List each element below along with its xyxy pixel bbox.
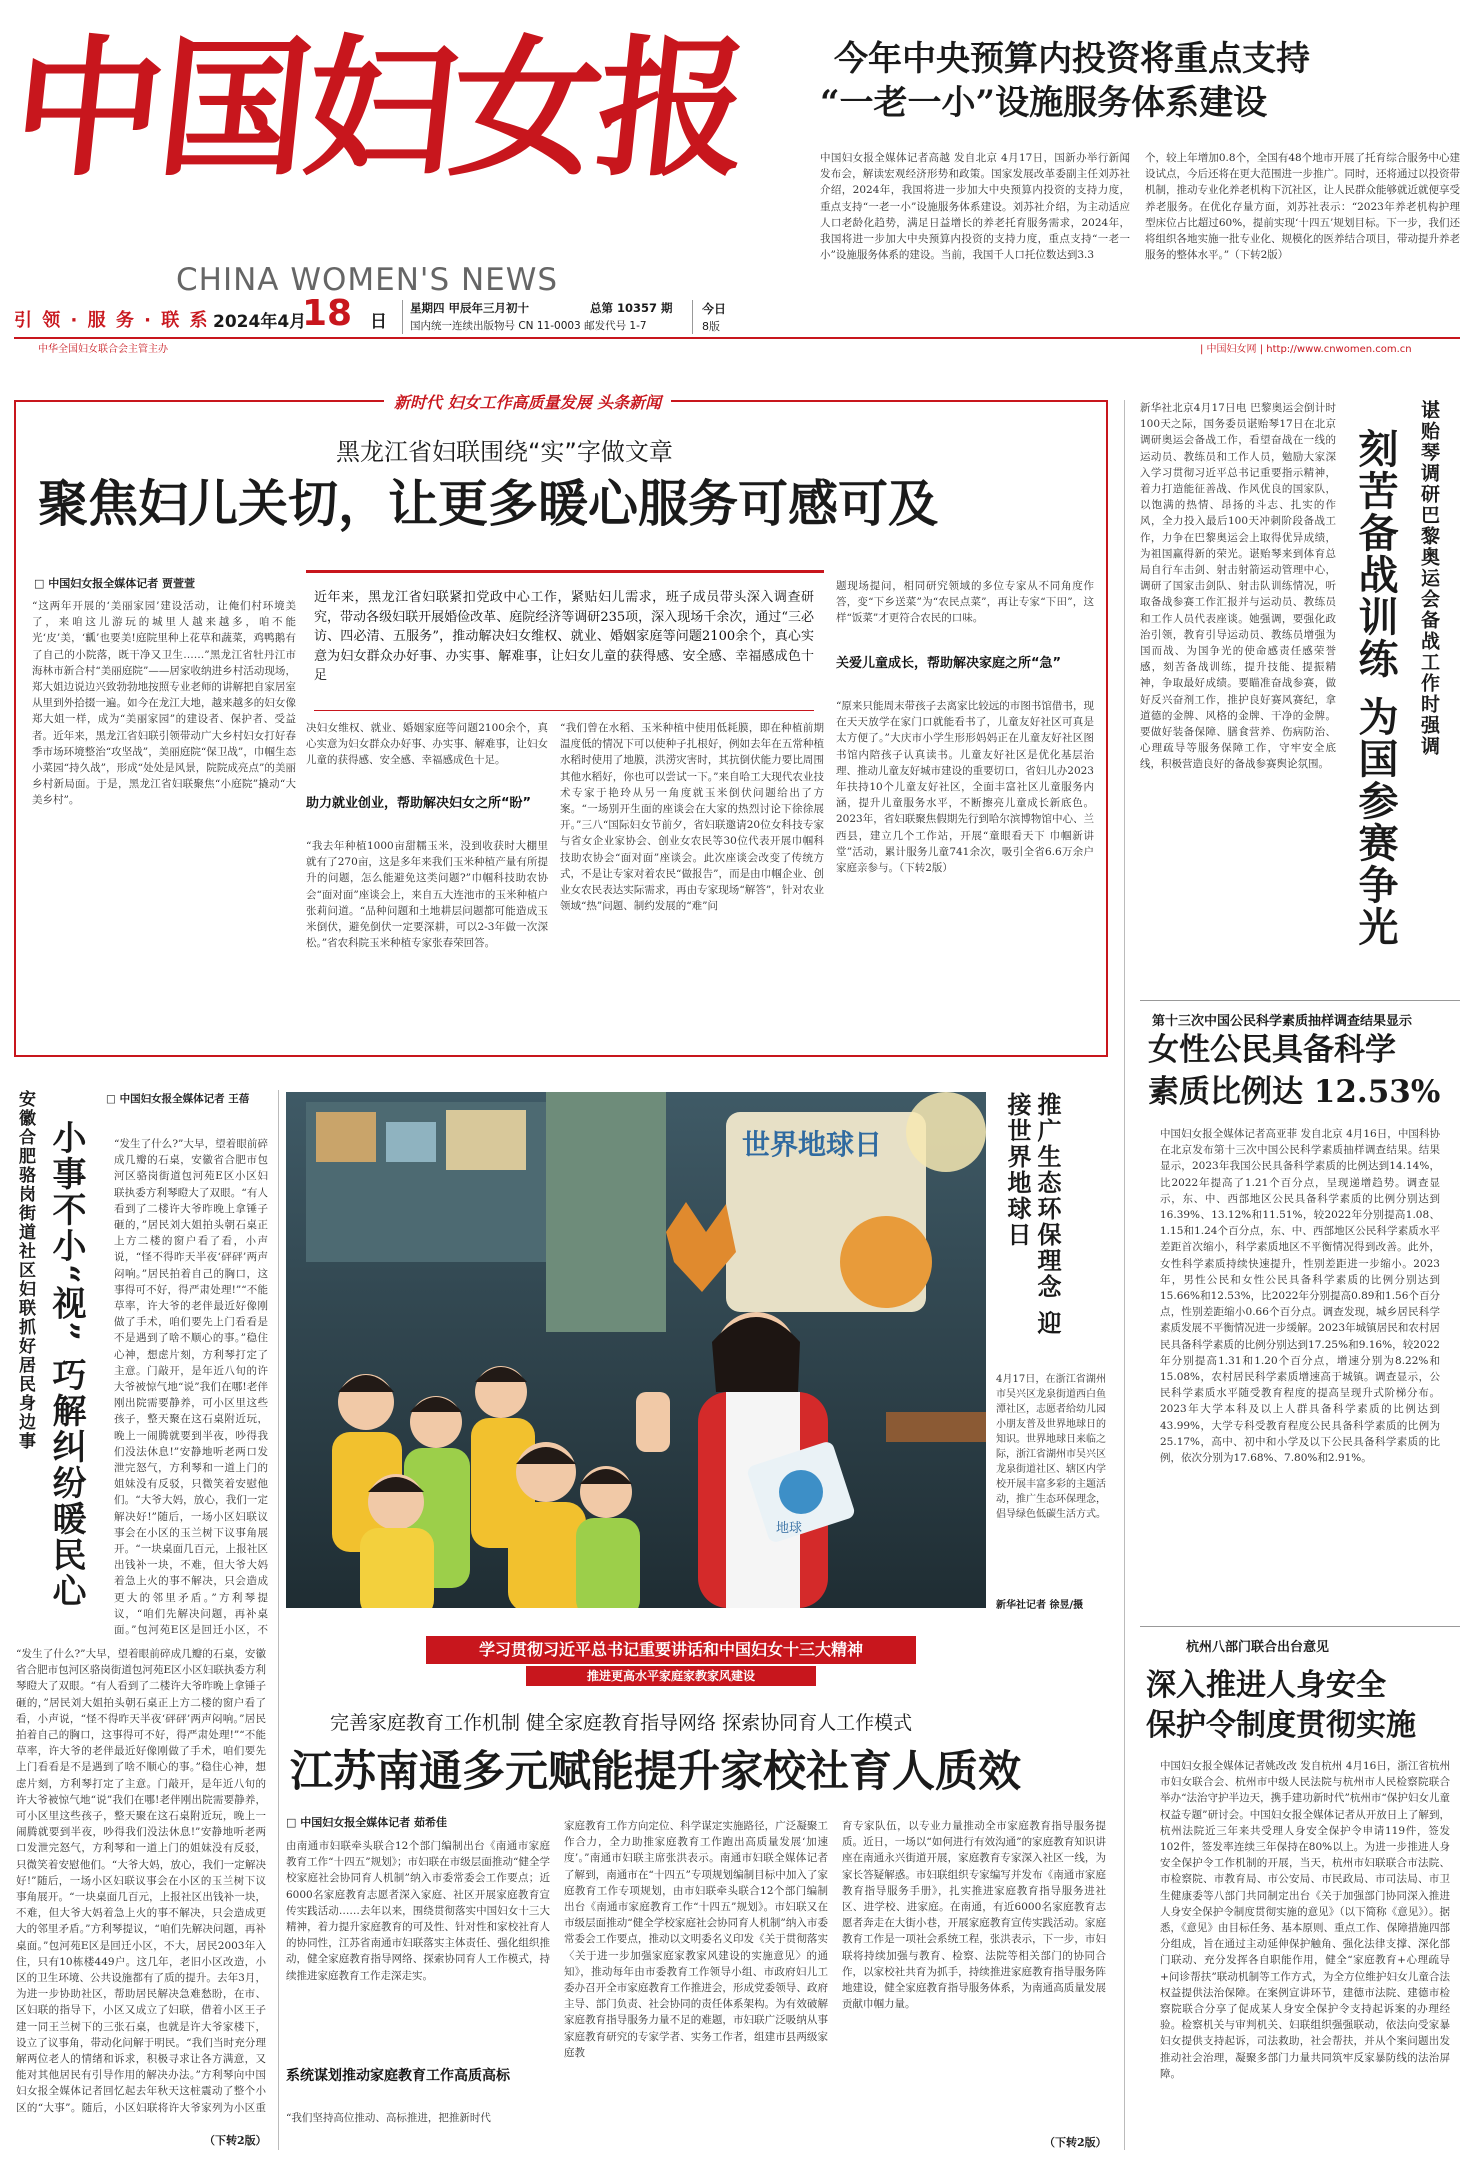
- nantong-title: 江苏南通多元赋能提升家校社育人质效: [290, 1747, 1021, 1797]
- issue-number: 总第 10357 期: [590, 301, 673, 315]
- hefei-byline: □ 中国妇女报全媒体记者 王蓓: [106, 1093, 250, 1105]
- hefei-text-bottom: “发生了什么?”大早，望着眼前碎成几瓣的石桌，安徽省合肥市包河区骆岗街道包河苑E区小区妇联执委方利琴瞪大了双眼。“有人看到了二楼许大爷昨晚上拿锤子砸的，”居民刘大姐拍头朝石桌正上方二楼的窗户看了看，小声说，“怪不得昨天半夜‘砰砰’两声闷响。”居民拍着自己的胸口，这事得可不好，得严肃处理!”“不能草率，许大爷的老伴最近好像刚做了手术，咱们要先上门看看是不是遇到了啥不顺心的事。”稳住心神，想虑片刻，方利琴打定了主意。门敲开，是年近八旬的许大爷被惊气地“说”我们在哪!老伴刚出院需要静养，可小区里这些孩子，整天聚在这石桌附近玩，晚上一闹腾就要到半夜，吵得我们没法休息!”安静地听老两口发泄完怒气，方利琴和一道上门的姐妹没有反驳，只微笑着安慰他们。“大爷大妈，放心，我们一定解决好!”随后，一场小区妇联议事会在小区的玉兰树下议事角展开。“一块桌面几百元，上报社区出钱补一块，不难，但大爷大妈着急上火的事不解决，只会造成更大的邻里矛盾。”方利琴提议，“咱们先解决问题，再补桌面。”包河苑E区是回迁小区，不大，居民2003年入住，只有10栋楼449户。这几年，老旧小区改造，小区的卫生环境、公共设施都有了质的提升。去年3月，为进一步协助社区，帮助居民解决急难愁盼，在市、区妇联的指导下，小区又成立了妇联，借着小区王子建一同王兰树下的三张石桌，也就是许大爷家楼下，设立了议事角，带动化问解于明民。“我们当时充分理解两位老人的情绪和诉求，积极寻求让各方满意，又能对其他居民有引导作用的解决办法。”方利琴向中国妇女报全媒体记者回忆起去年秋天这桩震动了整个小区的“大事”。随后，小区妇联将许大爷家列为小区重: [16, 1648, 266, 2114]
- website[interactable]: | 中国妇女网 | http://www.cnwomen.com.cn: [1200, 344, 1412, 355]
- photo-illustration: [286, 1092, 986, 1608]
- photo-credit: 新华社记者 徐昱/摄: [996, 1600, 1084, 1611]
- science-title-line1: 女性公民具备科学: [1148, 1032, 1396, 1068]
- lead-text-col2: 个，较上年增加0.8个，全国有48个地市开展了托育综合服务中心建设试点，今后还将在更大范围进一步推广。同时，还将通过以投资带机制，推动专业化养老机构下沉社区，让人民群众能够就近就便享受养老服务。在优化存量方面，刘苏社表示：“2023年养老机构护理型床位占比超过60%，提前实现‘十四五’规划目标。下一步，我们还将组织各地实施一批专业化、规模化的医养结合项目，带动提升养老服务的整体水平。”（下转2版）: [1145, 152, 1460, 262]
- hefei-kicker: 安徽合肥骆岗街道社区妇联抓好居民身边事: [15, 1090, 35, 1451]
- newspaper-logo: 中国妇女报: [4, 21, 754, 197]
- feature-subhead-employment: 助力就业创业，帮助解决妇女之所“盼”: [306, 796, 532, 811]
- photo-caption-text: 4月17日，在浙江省湖州市吴兴区龙泉街道西白鱼潭社区，志愿者给幼儿园小朋友普及世界地球日的知识。世界地球日来临之际，浙江省湖州市吴兴区龙泉街道社区、辖区内学校开展丰富多彩的主题活动，推广生态环保理念，倡导绿色低碳生活方式。: [996, 1374, 1106, 1520]
- hangzhou-title-line2: 保护令制度贯彻实施: [1146, 1708, 1416, 1743]
- olympics-title: 刻苦备战训练 为国参赛争光: [1352, 428, 1399, 948]
- earth-day-photo: [286, 1092, 986, 1608]
- science-story: [1140, 1010, 1460, 1610]
- book-text: 地球: [776, 1521, 803, 1536]
- hefei-text-top: “发生了什么?”大早，望着眼前碎成几瓣的石桌，安徽省合肥市包河区骆岗街道包河苑E区小区妇联执委方利琴瞪大了双眼。“有人看到了二楼许大爷昨晚上拿锤子砸的，”居民刘大姐拍头朝石桌正上方二楼的窗户看了看，小声说，“怪不得昨天半夜‘砰砰’两声闷响。”居民拍着自己的胸口，这事得可不好，得严肃处理!”“不能草率，许大爷的老伴最近好像刚做了手术，咱们要先上门看看是不是遇到了啥不顺心的事。”稳住心神，想虑片刻，方利琴打定了主意。门敲开，是年近八旬的许大爷被惊气地“说”我们在哪!老伴刚出院需要静养，可小区里这些孩子，整天聚在这石桌附近玩，晚上一闹腾就要到半夜，吵得我们没法休息!”安静地听老两口发泄完怒气，方利琴和一道上门的姐妹没有反驳，只微笑着安慰他们。“大爷大妈，放心，我们一定解决好!”随后，一场小区妇联议事会在小区的玉兰树下议事角展开。“一块桌面几百元，上报社区出钱补一块，不难，但大爷大妈着急上火的事不解决，只会造成更大的邻里矛盾。”方利琴提议，“咱们先解决问题，再补桌面。”包河苑E区是回迁小区，不: [114, 1138, 268, 1636]
- english-name: CHINA WOMEN'S NEWS: [176, 262, 559, 298]
- olympics-story: [1140, 400, 1460, 1000]
- nantong-banner-line2: 推进更高水平家庭家教家风建设: [526, 1666, 816, 1686]
- feature-col2a: 决妇女维权、就业、婚姻家庭等问题2100余个，真心实意为妇女群众办好事、办实事、解难事，让妇女儿童的获得感、安全感、幸福感成色十足。: [306, 722, 548, 767]
- hefei-continued: （下转2版）: [204, 2134, 267, 2147]
- nantong-col2: 家庭教育工作方向定位、科学谋定实施路径，广泛凝聚工作合力，全力助推家庭教育工作跑出高质量发展‘加速度’。”南通市妇联主席张洪表示。南通市妇联全媒体记者了解到，南通市在“十四五”专项规划编制目标中加入了家庭教育工作专项规划，由市妇联牵头联合12个部门编制出台《南通市家庭教育工作“十四五”规划》。市妇联又在市级层面推动“健全学校家庭社会协同育人机制”纳入市委常委会工作要点，推动以文明委名义印发《关于贯彻落实〈关于进一步加强家庭家教家风建设的实施意见〉的通知》，推动每年由市委教育工作领导小组、市政府妇儿工委办召开全市家庭教育工作推进会，形成党委领导、政府主导、部门负责、社会协同的责任体系架构。为有效破解家庭教育指导服务力量不足的难题，市妇联广泛吸纳从事家庭教育研究的专家学者、实务工作者，组建市县两级家庭教: [564, 1820, 828, 2059]
- sponsor: 中华全国妇女联合会主管主办: [38, 344, 168, 355]
- date-day: 18: [302, 293, 353, 334]
- feature-col4a: 题现场提问，相同研究领域的多位专家从不同角度作答，变“下乡送菜”为“农民点菜”，再让专家“下田”，这样“饭菜”才更符合农民的口味。: [836, 580, 1094, 625]
- nantong-byline: □ 中国妇女报全媒体记者 茹希佳: [286, 1816, 448, 1829]
- feature-col4b: “原来只能周末带孩子去离家比较远的市图书馆借书，现在天天放学在家门口就能看书了，儿童友好社区可真是太方便了。”大庆市小学生形形妈妈正在儿童友好社区图书馆内陪孩子认真读书。儿童友好社区是优化基层治理、推动儿童友好城市建设的重要切口，省妇儿办2023年扶持10个儿童友好社区，全面丰富社区儿童服务内涵，提升儿童服务水平，不断擦亮儿童成长新底色。2023年，省妇联聚焦假期先行到哈尔滨博物馆中心、兰西县，建立几个工作站，开展“童眼看天下 巾帼新讲堂”活动，累计服务儿童741余次，吸引全省6.6万余户家庭亲参与。（下转2版）: [836, 700, 1094, 875]
- date-year-month: 2024年4月: [213, 312, 307, 332]
- feature-intro: 近年来，黑龙江省妇联紧扣党政中心工作，紧贴妇儿需求，班子成员带头深入调查研究，带动各级妇联开展婚俭改革、庭院经济等调研235项，深入现场千余次，通过“三必访、四必清、五服务”，推动解决妇女维权、就业、婚姻家庭等问题2100余个，真心实意为妇女群众办好事、办实事、解难事，让妇女儿童的获得感、安全感、幸福感成色十足: [314, 590, 814, 684]
- nantong-kicker: 完善家庭教育工作机制 健全家庭教育指导网络 探索协同育人工作模式: [330, 1712, 913, 1734]
- feature-col2b: “我去年种植1000亩甜糯玉米，没到收获时大棚里就有了270亩，这是多年来我们玉米种植产量有所提升的问题，怎么能避免这类问题?”巾帼科技助农协会“面对面”座谈会上，来自五大连池市的玉米种植户张莉问道。“品种问题和土地耕层问题都可能造成玉米倒伏，避免倒伏一定要深耕，可以2-3年做一次深松。”省农科院玉米种植专家张春荣回答。: [306, 840, 548, 950]
- olympics-kicker: 谌贻琴调研巴黎奥运会备战工作时强调: [1418, 400, 1440, 757]
- nantong-col1b: “我们坚持高位推动、高标推进，把推新时代: [286, 2112, 491, 2124]
- feature-banner: 新时代 妇女工作高质量发展 头条新闻: [384, 390, 671, 413]
- feature-col3: “我们曾在水稻、玉米种植中使用低耗膜，即在种植前期温度低的情况下可以使种子扎根好，例如去年在五常种植水稻时使用了地膜，洪涝灾害时，其抗倒伏能力要比周围其他水稻好，你也可以尝试一下。”来自哈工大现代农业技术专家于艳玲从另一角度就玉米倒伏问题给出了方案。“一场别开生面的座谈会在大家的热烈讨论下徐徐展开。”三八“国际妇女节前夕，省妇联邀请20位女科技专家与省女企业家协会、创业女农民等30位代表开展巾帼科技助农协会“面对面”座谈会。此次座谈会改变了传统方式，不是让专家对着农民“做报告”，而是由巾帼企业、创业女农民表达实际需求，再由专家现场“解答”，针对农业领域“热”问题、制约发展的“难”问: [560, 722, 824, 913]
- today-label: 今日: [702, 302, 727, 316]
- nantong-banner: [426, 1636, 916, 1688]
- weekday-lunar: 星期四 甲辰年三月初十: [410, 301, 530, 315]
- feature-kicker: 黑龙江省妇联围绕“实”字做文章: [336, 438, 673, 466]
- lead-title-line1: 今年中央预算内投资将重点支持: [834, 39, 1310, 79]
- nantong-subhead: 系统谋划推动家庭教育工作高质高标: [286, 2068, 510, 2084]
- lead-text-col1: 中国妇女报全媒体记者高越 发自北京 4月17日，国新办举行新闻发布会，解读宏观经济形势和政策。国家发展改革委副主任刘苏社介绍，2024年，我国将进一步加大中央预算内投资的支持力度，重点支持“一老一小”设施服务体系建设。刘苏社介绍，为主动适应人口老龄化趋势，满足日益增长的养老托育服务需求，2024年，我国将进一步加大中央预算内投资的支持力度，重点支持“一老一小”设施服务体系的建设。当前，我国千人口托位数达到3.3: [820, 152, 1130, 262]
- hangzhou-title-line1: 深入推进人身安全: [1146, 1668, 1386, 1703]
- feature-box: [14, 393, 1108, 1057]
- science-text: 中国妇女报全媒体记者高亚菲 发自北京 4月16日，中国科协在北京发布第十三次中国公民科学素质抽样调查结果。结果显示，2023年我国公民具备科学素质的比例达到14.14%，比2022年提高了1.21个百分点，呈现递增趋势。调查显示，东、中、西部地区公民具备科学素质的比例分别达到16.39%、13.12%和11.51%，较2022年分别提高1.08、1.15和1.24个百分点，东、中、西部地区公民科学素质水平差距首次缩小，科学素质地区不平衡情况得到改善。此外，女性科学素质持续快速提升，性别差距进一步缩小。2023年，男性公民和女性公民具备科学素质的比例分别达到15.66%和12.53%，比2022年分别提高0.89和1.56个百分点，性别差距缩小0.66个百分点。调查发现，城乡居民科学素质发展不平衡情况进一步缓解。2023年城镇居民和农村居民具备科学素质的比例分别达到17.25%和9.16%，较2022年分别提高1.31和1.20个百分点，增速分别为8.22%和15.08%，农村居民科学素质增速高于城镇。调查显示，公民科学素质水平随受教育程度的提高呈现升式阶梯分布。2023年大学本科及以上人群具备科学素质的比例达到43.99%，大学专科受教育程度公民具备科学素质的比例为25.17%，高中、初中和小学及以下公民具备科学素质的比例，依次分别为17.68%、7.80%和2.91%。: [1160, 1128, 1440, 1465]
- date-suffix: 日: [370, 312, 387, 332]
- science-title-line2: 素质比例达 12.53%: [1148, 1074, 1441, 1110]
- hangzhou-kicker: 杭州八部门联合出台意见: [1186, 1640, 1330, 1655]
- nantong-col1: 由南通市妇联牵头联合12个部门编制出台《南通市家庭教育工作“十四五”规划》；市妇联在市级层面推动“健全学校家庭社会协同育人机制”纳入市委常委会工作要点；近6000名家庭教育志愿者深入家庭、社区开展家庭教育宣传实践活动……去年以来，围绕贯彻落实中国妇女十三大精神，着力提升家庭教育的可及性、针对性和家校社育人的协同性，江苏省南通市妇联落实主体责任、强化组织推动，健全家庭教育指导网络、探索协同育人工作模式，持续推进家庭教育工作走深走实。: [286, 1840, 550, 1982]
- sign-text: 世界地球日: [742, 1128, 883, 1161]
- hefei-story: [14, 1090, 274, 2150]
- nantong-continued: （下转2版）: [1044, 2136, 1107, 2149]
- feature-col1: “这两年开展的‘美丽家园’建设活动，让俺们村环境美了，来咱这儿游玩的城里人越来越多，咱不能光‘皮’美，‘瓤’也要美!庭院里种上花草和蔬菜，鸡鸭鹅有了自己的小院落，既干净又卫生……”黑龙江省牡丹江市海林市新合村“美丽庭院”——居家收纳进乡村活动现场，郑大姐边说边兴致勃勃地按照专业老师的讲解把自家居室从里到外拾掇一遍。如今在龙江大地，越来越多的妇女像郑大姐一样，成为“美丽家园”的建设者、保护者、受益者。近年来，黑龙江省妇联引领带动广大乡村妇女打好春季市场环境整治“攻坚战”，美丽庭院“保卫战”，巾帼生态小菜园“持久战”，形成“处处是风景，院院成亮点”的美丽乡村新局面。于是，黑龙江省妇联聚焦“小庭院”撬动“大美乡村”。: [32, 600, 296, 807]
- page-count: 8版: [702, 320, 720, 333]
- lead-title-line2: “一老一小”设施服务体系建设: [820, 83, 1268, 123]
- hangzhou-text: 中国妇女报全媒体记者姚改改 发自杭州 4月16日，浙江省杭州市妇女联合会、杭州市中级人民法院与杭州市人民检察院联合举办“法治守护半边天，携手建功新时代”杭州市“保护妇女儿童权益专题”研讨会。中国妇女报全媒体记者从开放日上了解到，杭州法院近三年来共受理人身安全保护令申请119件，签发102件，签发率连续三年保持在80%以上。为进一步推进人身安全保护令工作机制的开展，当天，杭州市妇联联合市法院、市检察院、市教育局、市公安局、市民政局、市司法局、市卫生健康委等八部门共同制定出台《关于加强部门协同深入推进人身安全保护令制度贯彻实施的意见》（以下简称《意见》）。据悉，《意见》由目标任务、基本原则、重点工作、保障措施四部分组成，旨在通过主动延伸保护触角、强化法律支撑、深化部门联动、充分发挥各自职能作用，健全“家庭教育+心理疏导+问诊帮扶”联动机制等工作方式，为全方位维护妇女儿童合法权益提供法治保障。在案例宣讲环节，建德市法院、建德市检察院联合分享了促成某人身安全保护令支持起诉案的办理经验。检察机关与审判机关、妇联组织强强联动，依法向受家暴妇女提供支持起诉，司法救助，社会帮扶，并从个案问题出发推动社会治理，凝聚多部门力量共同筑牢反家暴防线的法治屏障。: [1160, 1760, 1450, 2080]
- feature-subhead-children: 关爱儿童成长，帮助解决家庭之所“急”: [836, 656, 1062, 671]
- feature-title: 聚焦妇儿关切，让更多暖心服务可感可及: [38, 474, 938, 533]
- lead-story: [820, 30, 1460, 330]
- nantong-story: [286, 1632, 1108, 2156]
- photo-caption-title: 推广生态环保理念 迎接世界地球日: [1003, 1092, 1062, 1337]
- slogan: 引 领 · 服 务 · 联 系: [14, 310, 210, 331]
- nantong-banner-line1: 学习贯彻习近平总书记重要讲话和中国妇女十三大精神: [426, 1636, 916, 1664]
- nantong-col3: 育专家队伍，以专业力量推动全市家庭教育指导服务提质。近日，一场以“如何进行有效沟通”的家庭教育知识讲座在南通永兴街道开展，家庭教育专家深入社区一线，为家长答疑解惑。市妇联组织专家编写并发布《南通市家庭教育指导服务手册》，扎实推进家庭教育指导服务进社区、进学校、进家庭。在南通，有近6000名家庭教育志愿者奔走在大街小巷，开展家庭教育宣传实践活动。家庭教育工作是一项社会系统工程，张洪表示，下一步，市妇联将持续加强与教育、检察、法院等相关部门的协同合作，以家校社共育为抓手，持续推进家庭教育指导服务阵地建设，健全家庭教育指导服务体系，为南通高质量发展贡献巾帼力量。: [842, 1820, 1106, 2011]
- hefei-title: 小事不小“视” 巧解纠纷暖民心: [46, 1120, 86, 1609]
- photo-caption: [996, 1092, 1106, 1612]
- olympics-text: 新华社北京4月17日电 巴黎奥运会倒计时100天之际，国务委员谌贻琴17日在北京调研奥运会备战工作，看望奋战在一线的运动员、教练员和工作人员，勉励大家深入学习贯彻习近平总书记重要指示精神，着力打造能征善战、作风优良的国家队，以饱满的热情、昂扬的斗志、扎实的作风，全力投入最后100天冲刺阶段备战工作，力争在巴黎奥运会上取得优异成绩，为祖国赢得新的荣光。谌贻琴来到体育总局自行车击剑、射击射箭运动管理中心，调研了国家击剑队、射击队训练情况，听取备战参赛工作汇报并与运动员、教练员和工作人员代表座谈。她强调，要强化政治引领，教育引导运动员、教练员增强为国而战、为国争光的使命感责任感荣誉感，刻苦备战训练，提升技能、提振精神，争取最好成绩。要瞄准奋战参赛，做好反兴奋剂工作，推护良好赛风赛纪，拿道德的金牌、风格的金牌、干净的金牌。要做好装备保障、膳食营养、伤病防治、心理疏导等服务保障工作，守牢安全底线，积极营造良好的备战参赛舆论氛围。: [1140, 402, 1336, 771]
- cn-code: 国内统一连续出版物号 CN 11-0003 邮发代号 1-7: [410, 320, 647, 332]
- feature-byline: □ 中国妇女报全媒体记者 贾萱萱: [34, 577, 196, 590]
- hangzhou-story: [1140, 1636, 1460, 2156]
- science-kicker: 第十三次中国公民科学素质抽样调查结果显示: [1152, 1014, 1413, 1029]
